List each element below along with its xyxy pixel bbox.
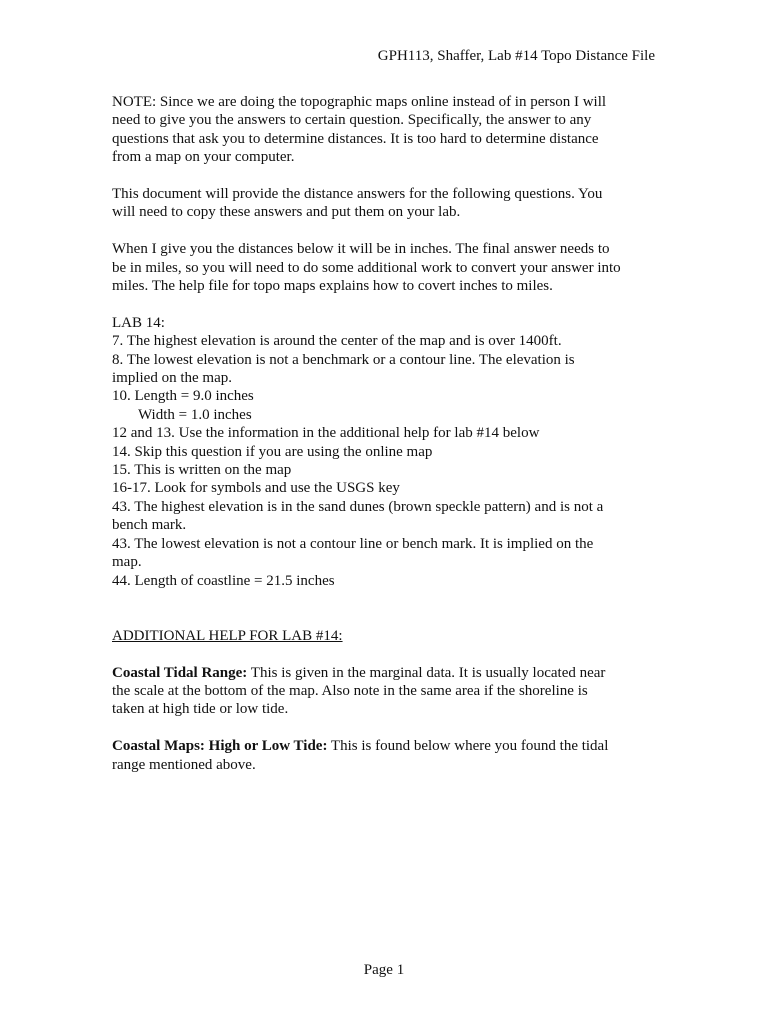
lab-section [112,314,658,590]
high-low-tide-text: This is found below where you found the tidal [327,738,609,755]
inches-line: miles. The help file for topo maps explains how to covert inches to miles. [112,278,553,295]
note-line: need to give you the answers to certain question. Specifically, the answer to any [112,112,592,129]
lab-heading: LAB 14: [112,314,165,331]
spacer [112,608,658,626]
lab-item: map. [112,554,142,571]
page-header: GPH113, Shaffer, Lab #14 Topo Distance File [377,48,655,64]
inches-line: be in miles, so you will need to do some additional work to convert your answer into [112,259,621,276]
lab-item: implied on the map. [112,370,232,387]
lab-item: Width = 1.0 inches [138,406,252,423]
additional-help-section [112,627,658,645]
lab-item: 14. Skip this question if you are using the online map [112,443,433,460]
lab-item: bench mark. [112,517,187,534]
lab-item: 44. Length of coastline = 21.5 inches [112,572,335,589]
note-line: NOTE: Since we are doing the topographic maps online instead of in person I will [112,94,607,110]
page-number: Page 1 [363,962,405,978]
high-low-tide-label: Coastal Maps: High or Low Tide: [112,738,328,755]
high-low-tide-paragraph [112,737,658,774]
lab-item: 15. This is written on the map [112,462,292,479]
tidal-range-line: taken at high tide or low tide. [112,701,289,718]
lab-item: 16-17. Look for symbols and use the USGS key [112,480,400,497]
inches-line: When I give you the distances below it will be in inches. The final answer needs to [112,241,610,258]
intro-line: will need to copy these answers and put them on your lab. [112,204,461,221]
additional-help-heading: ADDITIONAL HELP FOR LAB #14: [112,627,343,644]
lab-item: 8. The lowest elevation is not a benchmark or a contour line. The elevation is [112,351,575,368]
intro-paragraph [112,185,658,222]
high-low-tide-line [112,737,658,755]
tidal-range-text: This is given in the marginal data. It is usually located near [247,664,606,681]
document-body [112,93,658,792]
tidal-range-line: the scale at the bottom of the map. Also note in the same area if the shoreline is [112,682,588,699]
note-paragraph [112,93,658,167]
inches-paragraph [112,240,658,295]
intro-line: This document will provide the distance answers for the following questions. You [112,186,603,203]
tidal-range-paragraph [112,664,658,719]
lab-item: 7. The highest elevation is around the center of the map and is over 1400ft. [112,333,562,350]
lab-item: 43. The highest elevation is in the sand dunes (brown speckle pattern) and is not a [112,498,604,515]
lab-item: 43. The lowest elevation is not a contour line or bench mark. It is implied on the [112,535,594,552]
tidal-range-label: Coastal Tidal Range: [112,664,248,681]
note-line: questions that ask you to determine distances. It is too hard to determine distance [112,130,599,147]
lab-item: 10. Length = 9.0 inches [112,388,254,405]
high-low-tide-line: range mentioned above. [112,756,256,773]
note-line: from a map on your computer. [112,149,295,166]
tidal-range-line [112,664,658,682]
lab-item: 12 and 13. Use the information in the additional help for lab #14 below [112,425,540,442]
